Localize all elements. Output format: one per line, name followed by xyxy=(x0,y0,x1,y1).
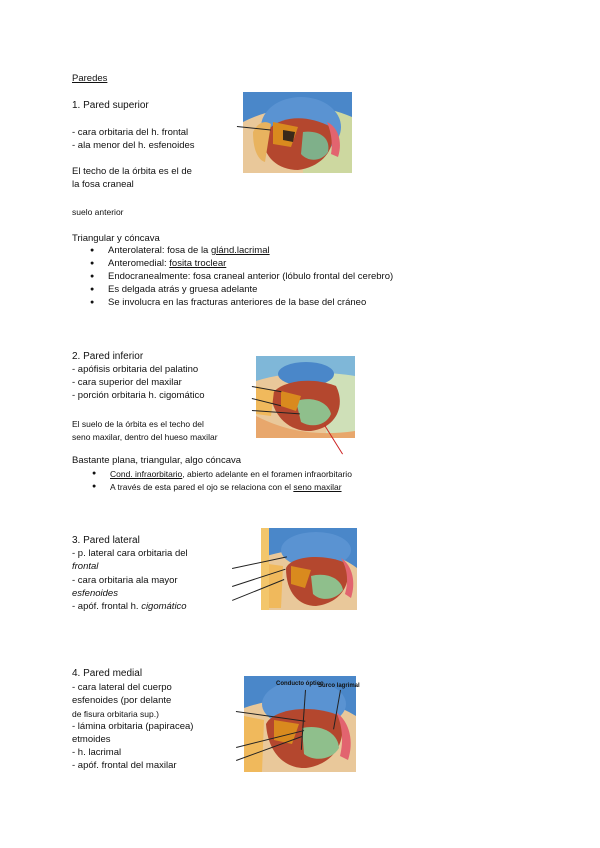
superior-para: El techo de la órbita es el de xyxy=(72,166,192,177)
medial-item: etmoides xyxy=(72,734,111,745)
page-title: Paredes xyxy=(72,73,108,84)
inferior-shape: Bastante plana, triangular, algo cóncava xyxy=(72,455,242,466)
superior-shape: Triangular y cóncava xyxy=(72,233,160,244)
label-surco-lagrimal: Surco lagrimal xyxy=(318,683,360,689)
superior-para: suelo anterior xyxy=(72,207,124,217)
lateral-item: esfenoides xyxy=(72,588,118,599)
inferior-para: El suelo de la órbita es el techo del xyxy=(72,419,204,429)
medial-item: - apóf. frontal del maxilar xyxy=(72,760,177,771)
superior-item: - ala menor del h. esfenoides xyxy=(72,140,195,151)
medial-item: - cara lateral del cuerpo xyxy=(72,682,172,693)
superior-bullet: ● Es delgada atrás y gruesa adelante xyxy=(108,284,257,296)
inferior-para: seno maxilar, dentro del hueso maxilar xyxy=(72,432,218,442)
orbit-illustration-superior xyxy=(243,92,352,173)
section-medial-heading: 4. Pared medial xyxy=(72,668,143,679)
orbit-illustration-inferior xyxy=(256,356,355,438)
lateral-item: - apóf. frontal h. cigomático xyxy=(72,601,187,612)
section-superior-heading: 1. Pared superior xyxy=(72,100,149,111)
section-lateral-heading: 3. Pared lateral xyxy=(72,535,140,546)
inferior-bullet: ● Cond. infraorbitario, abierto adelante en el foramen infraorbitario xyxy=(110,468,352,480)
lateral-item: - p. lateral cara orbitaria del xyxy=(72,548,188,559)
inferior-bullet: ● A través de esta pared el ojo se relaciona con el seno maxilar xyxy=(110,481,342,493)
lateral-item: - cara orbitaria ala mayor xyxy=(72,575,178,586)
medial-item: - h. lacrimal xyxy=(72,747,122,758)
medial-item: esfenoides (por delante xyxy=(72,695,172,706)
inferior-item: - apófisis orbitaria del palatino xyxy=(72,364,199,375)
superior-bullet: ● Anteromedial: fosita troclear xyxy=(108,258,226,270)
inferior-item: - porción orbitaria h. cigomático xyxy=(72,390,205,401)
superior-bullet: ● Se involucra en las fracturas anteriores de la base del cráneo xyxy=(108,297,366,309)
medial-item: de fisura orbitaria sup.) xyxy=(72,709,159,719)
superior-bullet: ● Anterolateral: fosa de la glánd.lacrimal xyxy=(108,245,270,257)
inferior-item: - cara superior del maxilar xyxy=(72,377,182,388)
lateral-item: frontal xyxy=(72,561,99,572)
superior-item: - cara orbitaria del h. frontal xyxy=(72,127,189,138)
superior-bullet: ● Endocranealmente: fosa craneal anterior (lóbulo frontal del cerebro) xyxy=(108,271,393,283)
superior-para: la fosa craneal xyxy=(72,179,134,190)
label-conducto-optico: Conducto óptico xyxy=(276,681,324,687)
medial-item: - lámina orbitaria (papiracea) xyxy=(72,721,194,732)
section-inferior-heading: 2. Pared inferior xyxy=(72,351,144,362)
orbit-illustration-lateral xyxy=(261,528,357,610)
